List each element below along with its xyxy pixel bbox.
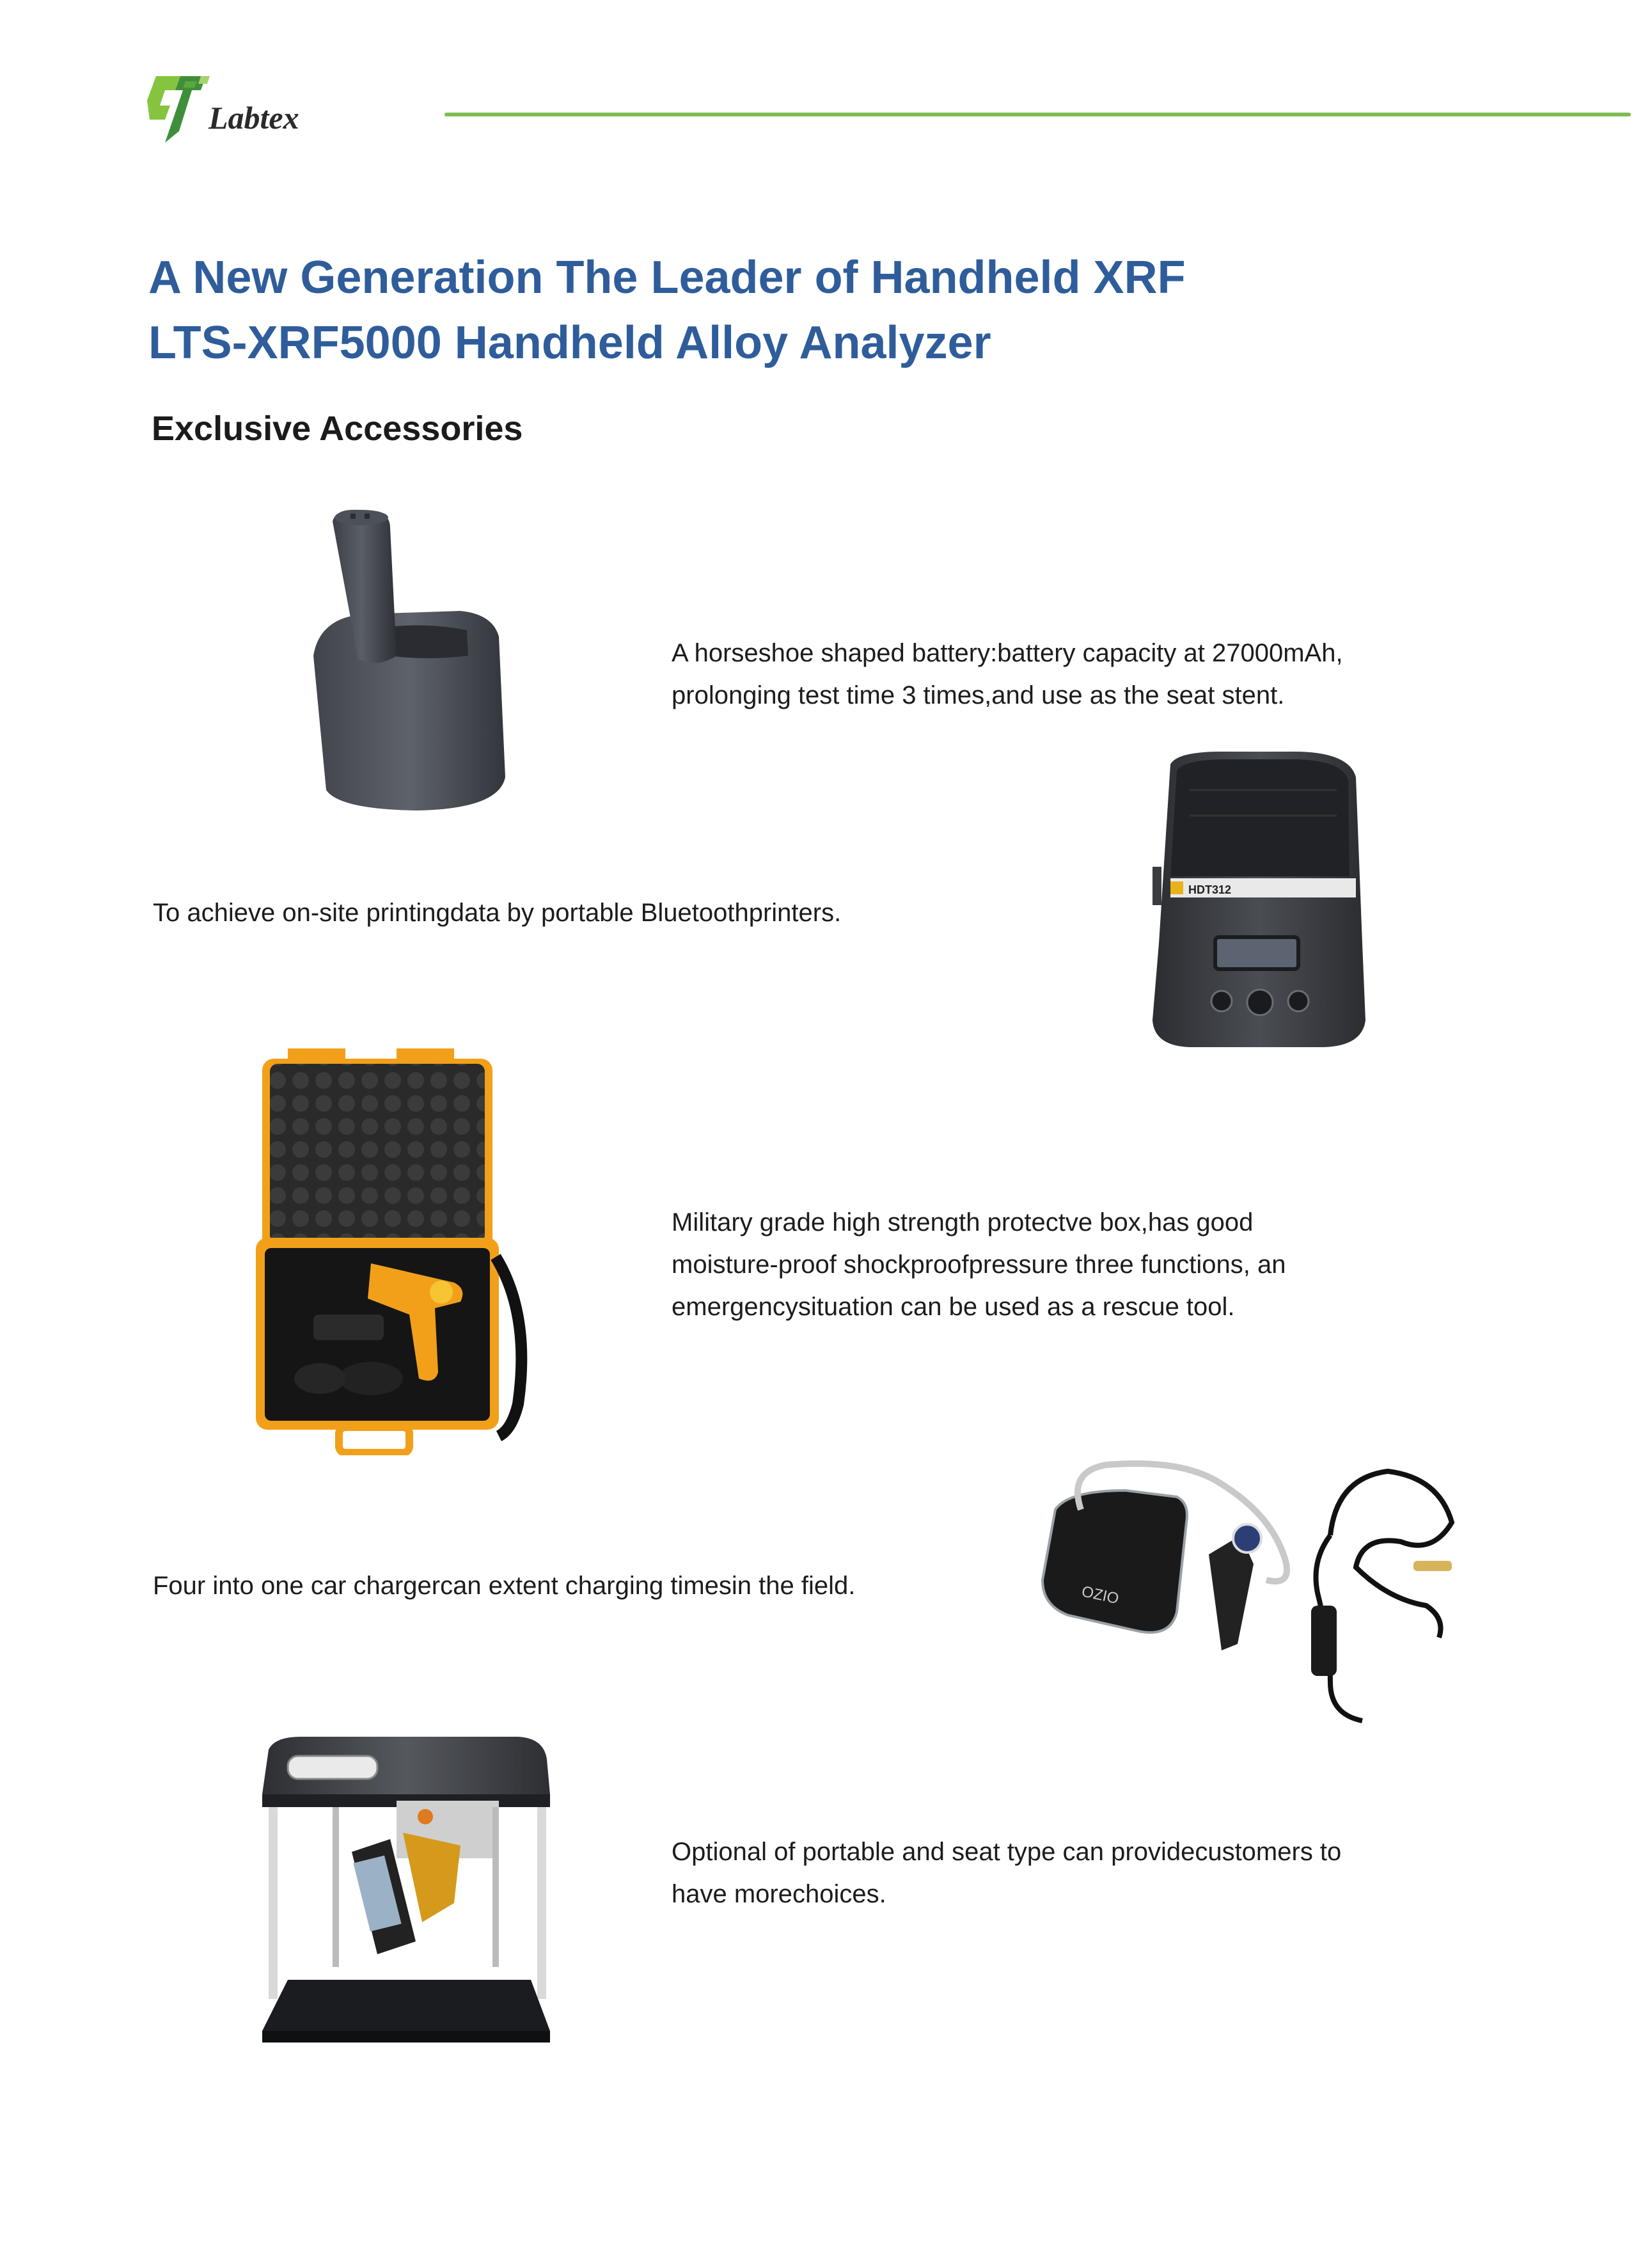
case-text-line: moisture-proof shockproofpressure three functions, an: [672, 1251, 1286, 1279]
printer-image: [1145, 752, 1369, 1052]
test-stand-image: [249, 1730, 563, 2047]
printer-text-line: To achieve on-site printingdata by portable Bluetoothprinters.: [153, 899, 842, 927]
battery-image: [301, 509, 512, 812]
labtex-logo-icon: [147, 76, 210, 143]
brand-name: Labtex: [208, 100, 299, 136]
page-title: A New Generation The Leader of Handheld XRF: [148, 252, 1186, 303]
battery-text-line: prolonging test time 3 times,and use as the seat stent.: [672, 681, 1285, 709]
printer-model-label: HDT312: [1188, 883, 1232, 896]
stand-text-line: have morechoices.: [672, 1880, 886, 1908]
case-description: [672, 1201, 1286, 1328]
stand-text-line: Optional of portable and seat type can providecustomers to: [672, 1838, 1342, 1866]
header-divider: [444, 113, 1631, 116]
printer-description: [153, 892, 841, 934]
battery-text-line: A horseshoe shaped battery:battery capacity at 27000mAh,: [672, 639, 1343, 667]
battery-description: [672, 632, 1343, 716]
case-text-line: emergencysituation can be used as a rescue tool.: [672, 1293, 1235, 1321]
charger-text-line: Four into one car chargercan extent charging timesin the field.: [153, 1572, 856, 1600]
charger-brand-label: OZIO: [1080, 1583, 1121, 1608]
stand-description: [672, 1831, 1341, 1915]
charger-description: [153, 1565, 855, 1607]
section-heading: Exclusive Accessories: [152, 409, 523, 448]
brand-logo: [147, 67, 377, 163]
product-title: LTS-XRF5000 Handheld Alloy Analyzer: [148, 317, 991, 368]
case-image: [243, 1046, 556, 1455]
case-text-line: Military grade high strength protectve box,has good: [672, 1208, 1254, 1237]
car-charger-image: [1030, 1452, 1477, 1734]
